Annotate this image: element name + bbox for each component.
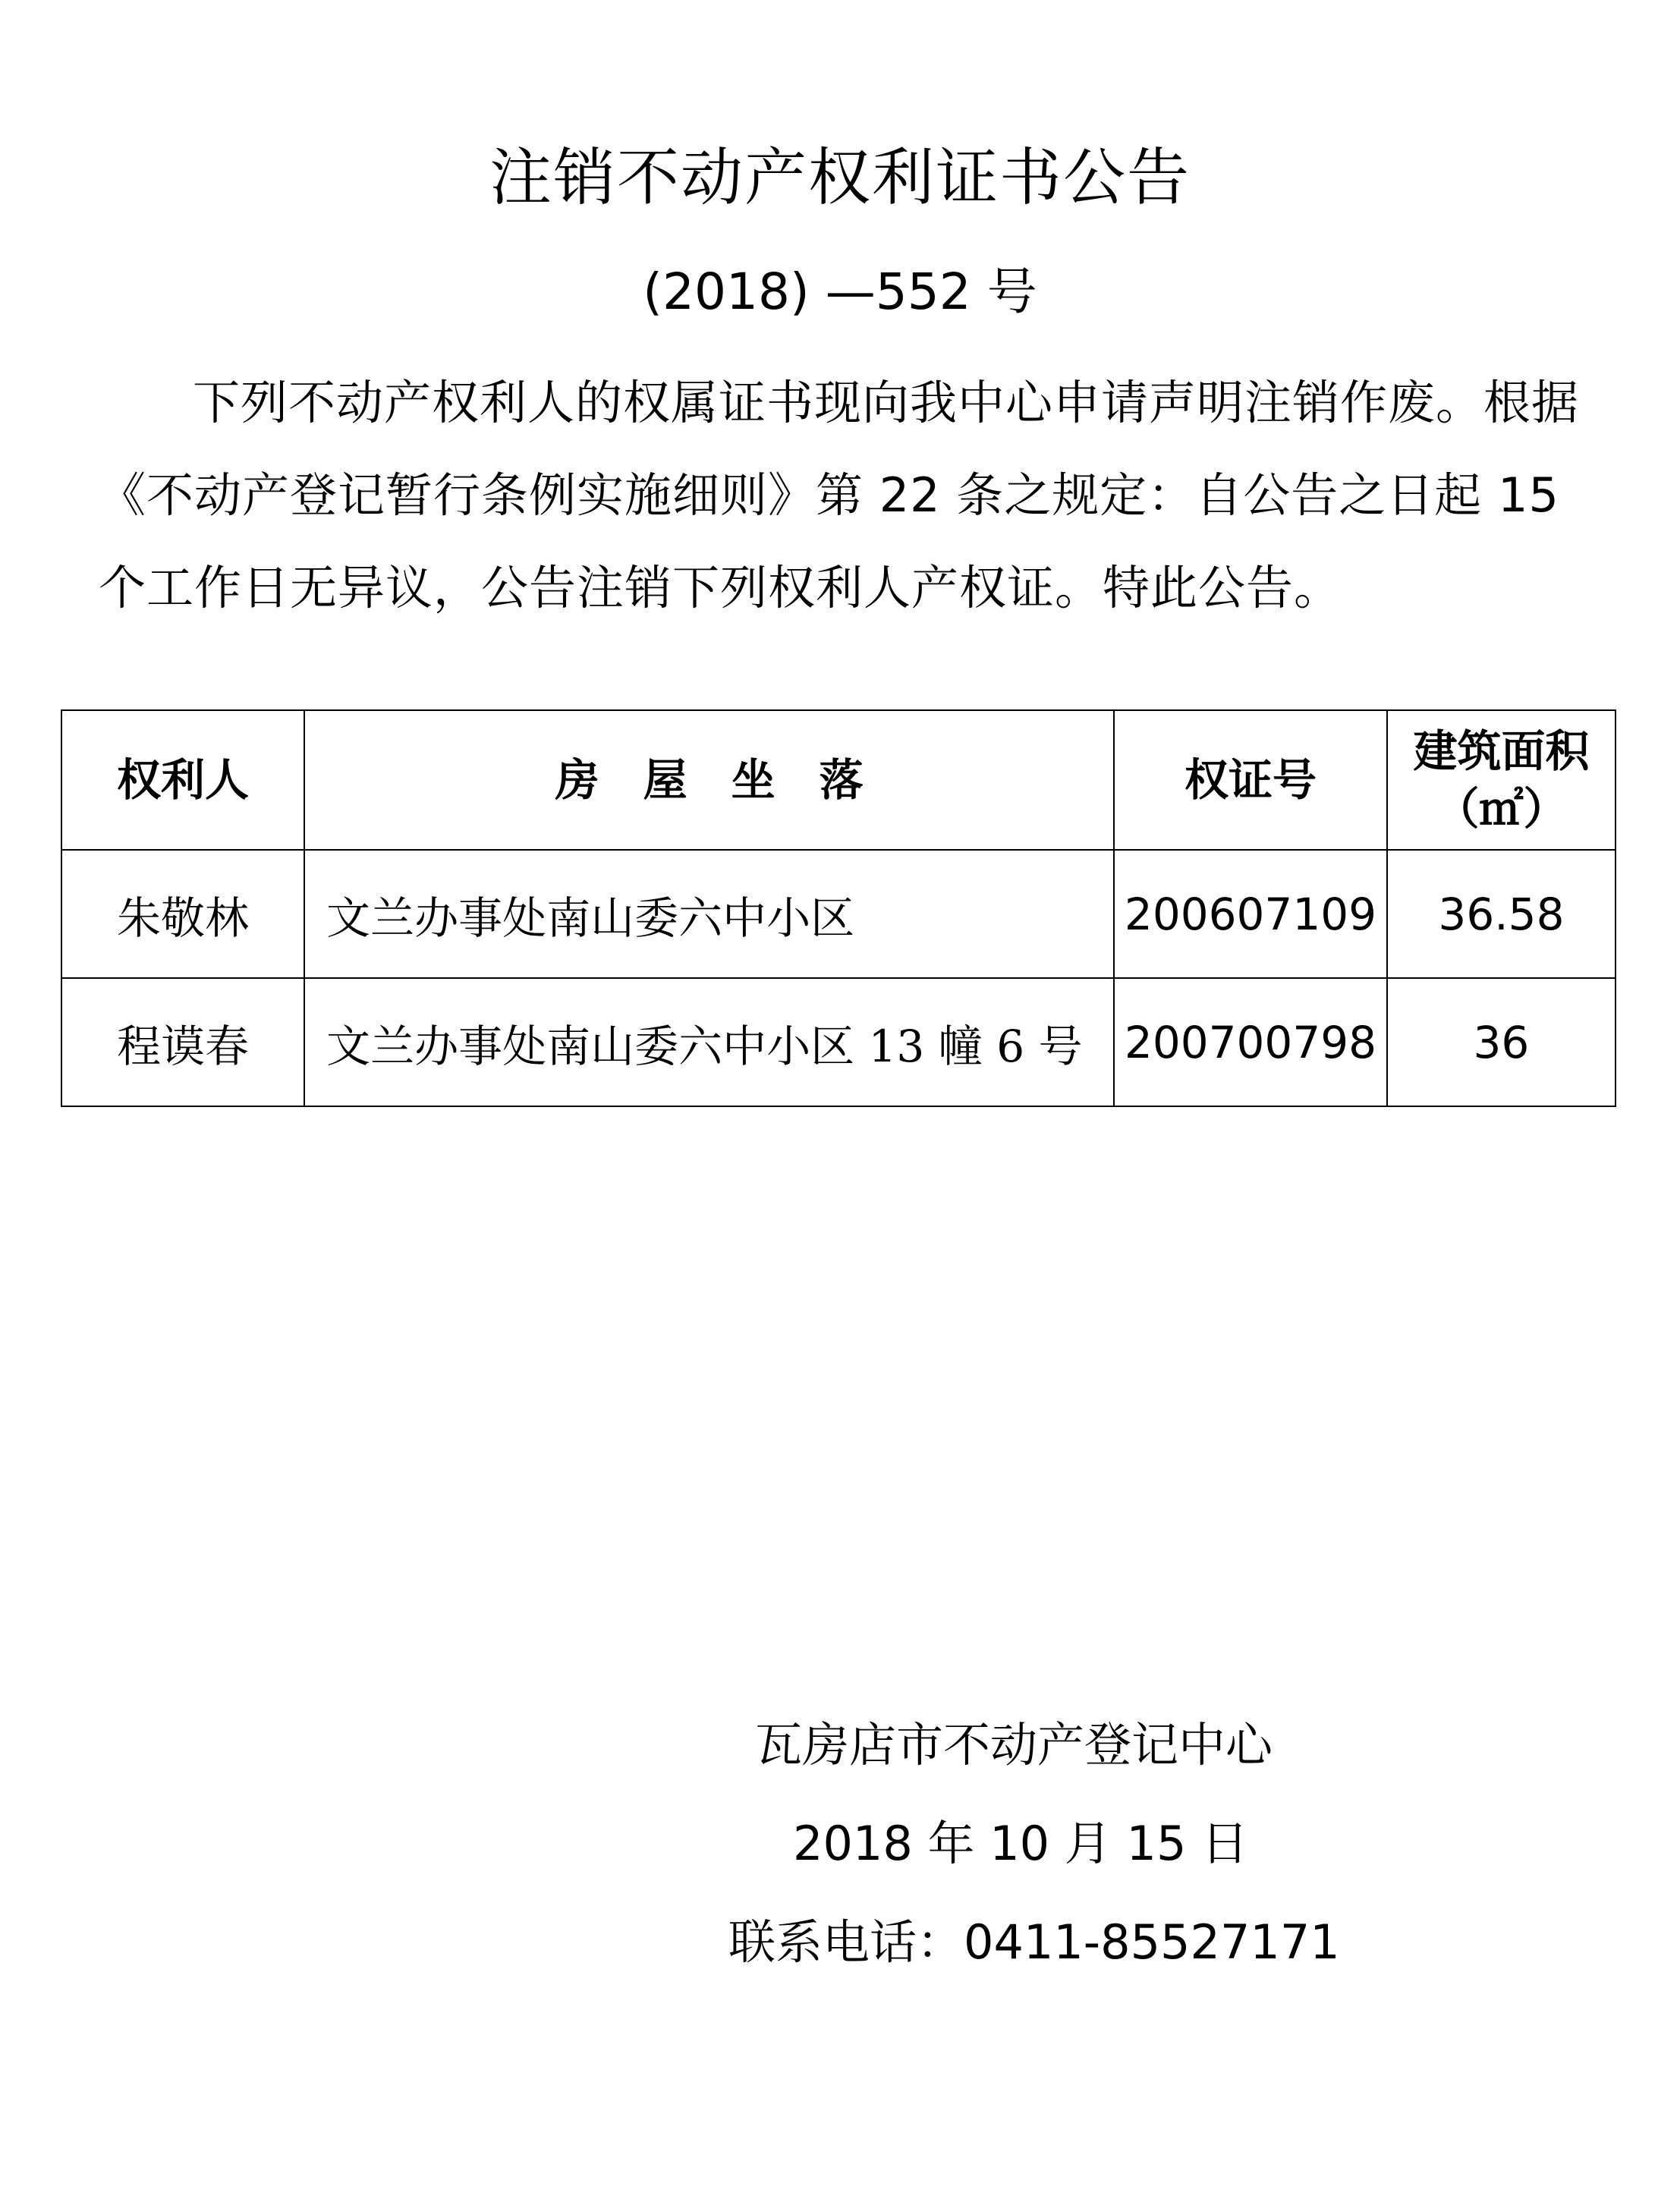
header-area: 建筑面积（㎡） xyxy=(1387,710,1616,850)
issuing-organization: 瓦房店市不动产登记中心 xyxy=(755,1717,1273,1772)
contact-phone: 联系电话：0411-85527171 xyxy=(728,1914,1340,1970)
notice-body: 下列不动产权利人的权属证书现向我中心申请声明注销作废。根据《不动产登记暂行条例实施细则》第 22 条之规定：自公告之日起 15 个工作日无异议，公告注销下列权利人产权证。特此公告。 xyxy=(99,375,1580,615)
header-cert-no: 权证号 xyxy=(1114,710,1387,850)
table-header-row xyxy=(61,710,1616,850)
cell-cert-no: 200607109 xyxy=(1114,850,1387,978)
cell-cert-no: 200700798 xyxy=(1114,978,1387,1106)
header-holder: 权利人 xyxy=(61,710,304,850)
table-row xyxy=(61,978,1616,1106)
cell-area: 36.58 xyxy=(1387,850,1616,978)
records-table xyxy=(61,709,1616,1107)
signature-block xyxy=(713,1696,1396,1992)
notice-number: (2018) —552 号 xyxy=(643,263,1037,321)
cell-location: 文兰办事处南山委六中小区 xyxy=(304,850,1114,978)
cell-holder: 朱敬林 xyxy=(61,850,304,978)
header-location: 房 屋 坐 落 xyxy=(304,710,1114,850)
cell-location: 文兰办事处南山委六中小区 13 幢 6 号 xyxy=(304,978,1114,1106)
notice-title: 注销不动产权利证书公告 xyxy=(489,142,1191,214)
cell-area: 36 xyxy=(1387,978,1616,1106)
table-row xyxy=(61,850,1616,978)
cell-holder: 程谟春 xyxy=(61,978,304,1106)
issue-date: 2018 年 10 月 15 日 xyxy=(793,1816,1249,1871)
